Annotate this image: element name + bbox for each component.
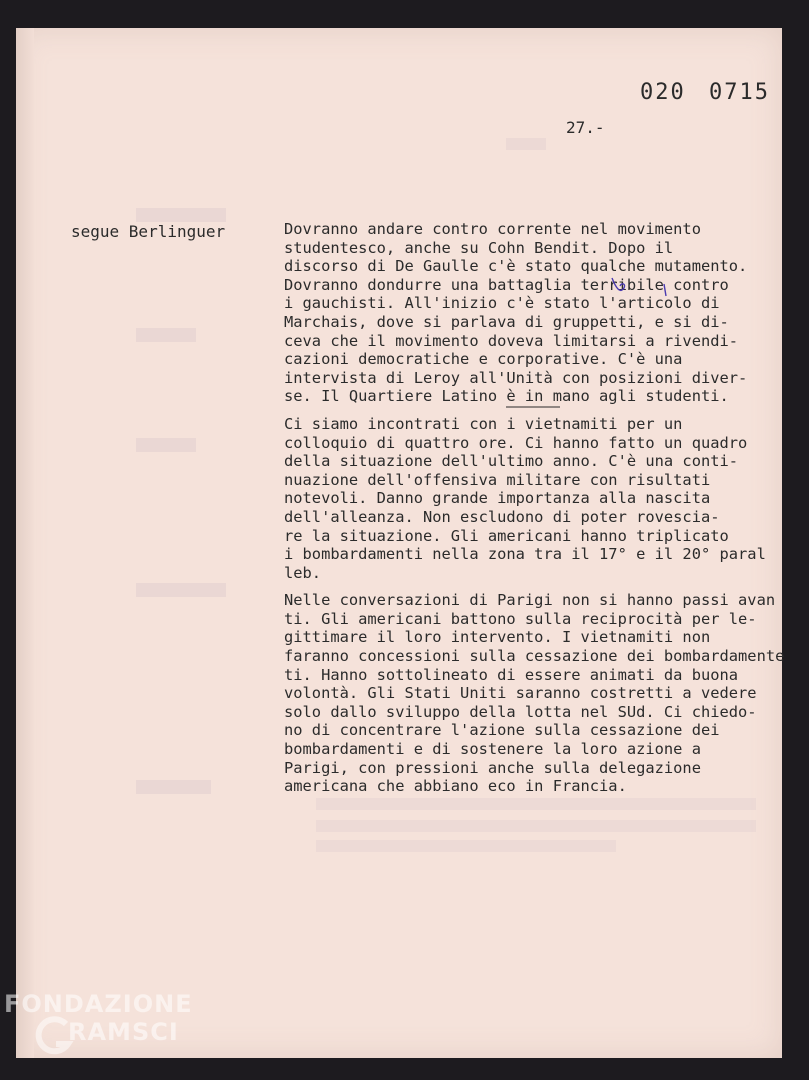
text-line: leb. (284, 563, 322, 582)
bleed-through-mark (316, 840, 616, 852)
text-line: studentesco, anche su Cohn Bendit. Dopo il (284, 238, 674, 257)
text-line: i gauchisti. All'inizio c'è stato l'articolo di (284, 294, 720, 313)
paragraph (284, 591, 785, 796)
page-edge (16, 28, 34, 1058)
text-line: solo dallo sviluppo della lotta nel SUd. Ci chiedo- (284, 702, 757, 721)
text-line: Nelle conversazioni di Parigi non si hanno passi avan (284, 591, 776, 610)
page-number: 27.- (566, 118, 605, 137)
body-text (284, 220, 785, 805)
paragraph (284, 220, 774, 406)
bleed-through-mark (316, 820, 756, 832)
pen-correction-mark (606, 274, 676, 304)
text-line: no di concentrare l'azione sulla cessazione dei (284, 721, 720, 740)
text-line: ceva che il movimento doveva limitarsi a rivendi- (284, 331, 739, 350)
text-line: americana che abbiano eco in Francia. (284, 777, 627, 796)
text-line: bombardamenti e di sostenere la loro azione a (284, 740, 701, 759)
text-line: colloquio di quattro ore. Ci hanno fatto un quadro (284, 433, 748, 452)
bleed-through-mark (136, 328, 196, 342)
text-line: ti. Gli americani battono sulla reciprocità per le- (284, 609, 757, 628)
text-line: Dovranno dondurre una battaglia terribile contro (284, 275, 729, 294)
text-line: se. Il Quartiere Latino è in mano agli studenti. (284, 387, 729, 406)
text-line: Dovranno andare contro corrente nel movimento (284, 220, 701, 238)
text-line: gittimare il loro intervento. I vietnamiti non (284, 628, 711, 647)
text-line: cazioni democratiche e corporative. C'è una (284, 350, 683, 369)
text-line: Ci siamo incontrati con i vietnamiti per un (284, 414, 683, 433)
text-line: faranno concessioni sulla cessazione dei bombardamente (284, 647, 785, 666)
document-page (16, 28, 785, 1058)
text-line: notevoli. Danno grande importanza alla nascita (284, 489, 711, 508)
text-line: i bombardamenti nella zona tra il 17° e il 20° paral (284, 545, 766, 564)
underline-mark (504, 404, 564, 410)
text-line: nuazione dell'offensiva militare con risultati (284, 470, 711, 489)
watermark-text: RAMSCI (68, 1018, 179, 1046)
fondazione-gramsci-watermark (4, 990, 204, 1070)
text-line: ti. Hanno sottolineato di essere animati da buona (284, 665, 739, 684)
text-line: della situazione dell'ultimo anno. C'è una conti- (284, 452, 739, 471)
text-line: discorso di De Gaulle c'è stato qualche mutamento. (284, 257, 748, 276)
text-line: intervista di Leroy all'Unità con posizioni diver- (284, 368, 748, 387)
text-line: dell'alleanza. Non escludono di poter rovescia- (284, 507, 720, 526)
bleed-through-mark (136, 780, 211, 794)
bleed-through-mark (506, 138, 546, 150)
text-line: re la situazione. Gli americani hanno triplicato (284, 526, 729, 545)
speaker-label: segue Berlinguer (71, 222, 226, 241)
text-line: volontà. Gli Stati Uniti saranno costretti a vedere (284, 684, 757, 703)
watermark-text: FONDAZIONE (4, 990, 193, 1018)
text-line: Marchais, dove si parlava di gruppetti, e si di- (284, 312, 729, 331)
paragraph (284, 415, 774, 582)
text-line: Parigi, con pressioni anche sulla delegazione (284, 758, 701, 777)
bleed-through-mark (136, 208, 226, 222)
bleed-through-mark (136, 583, 226, 597)
archive-reference-number: 020 0715 (640, 80, 770, 105)
bleed-through-mark (136, 438, 196, 452)
